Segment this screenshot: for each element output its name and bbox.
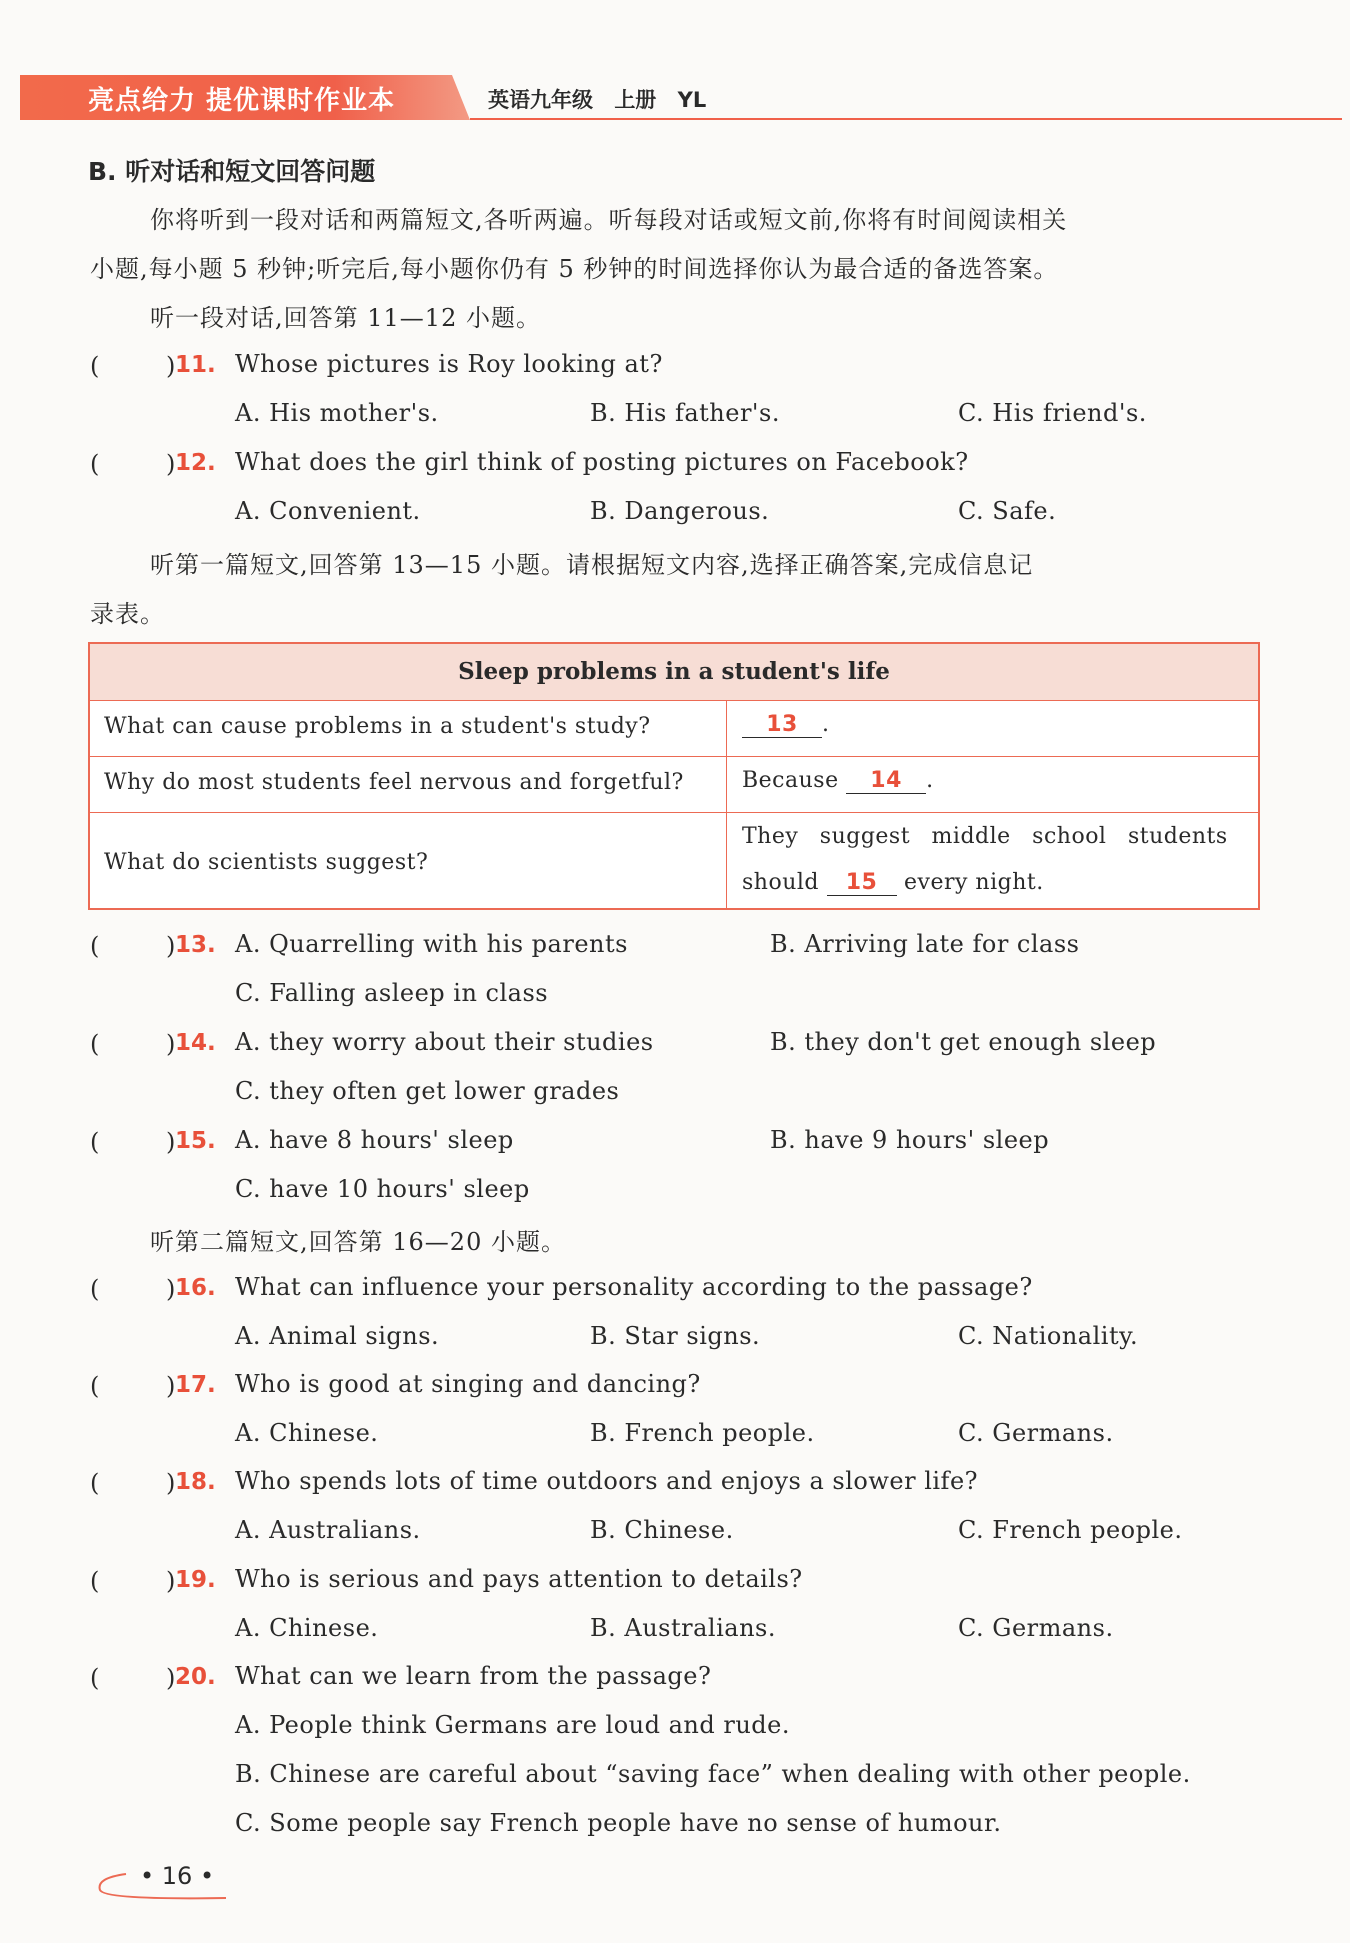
option-c: C. Safe. [958,497,1057,525]
table-title: Sleep problems in a student's life [90,644,1258,701]
passage1-intro-line-2: 录表。 [90,600,165,628]
option-a: A. People think Germans are loud and rude. [235,1711,790,1739]
answer-paren-close: ) [166,1275,176,1303]
answer-blank[interactable]: 14 [846,768,926,794]
question-number: 13. [175,932,216,958]
answer-prefix: Because [742,768,839,793]
table-question: Why do most students feel nervous and forgetful? [104,770,684,795]
option-b: B. they don't get enough sleep [770,1028,1157,1056]
answer-paren-close: ) [166,1030,176,1058]
book-title: 亮点给力 提优课时作业本 [88,86,396,116]
option-c: C. Nationality. [958,1322,1139,1350]
passage1-intro-line-1: 听第一篇短文,回答第 13—15 小题。请根据短文内容,选择正确答案,完成信息记 [150,551,1034,579]
question-number: 11. [175,352,216,378]
instructions-line-1: 你将听到一段对话和两篇短文,各听两遍。听每段对话或短文前,你将有时间阅读相关 [150,206,1068,234]
table-question: What do scientists suggest? [104,850,429,875]
answer-suffix: every night. [904,870,1044,895]
table-answer [742,768,934,794]
option-b: B. Star signs. [590,1322,761,1350]
table-column-divider [726,700,727,910]
answer-paren-open: ( [90,1469,100,1497]
answer-blank[interactable]: 15 [827,870,897,896]
answer-paren-open: ( [90,450,100,478]
question-number: 12. [175,450,216,476]
option-b: B. His father's. [590,399,780,427]
answer-suffix: . [822,712,830,737]
option-b: B. Chinese. [590,1516,734,1544]
table-answer-line-1: They suggest middle school students [742,824,1228,849]
answer-suffix: . [926,768,934,793]
answer-paren-close: ) [166,450,176,478]
header-rule [470,118,1342,120]
answer-paren-close: ) [166,1128,176,1156]
question-text: What can influence your personality according to the passage? [235,1273,1033,1301]
answer-prefix: should [742,870,819,895]
option-a: A. His mother's. [235,399,439,427]
option-c: C. have 10 hours' sleep [235,1175,530,1203]
table-row-divider [90,812,1258,813]
option-a: A. they worry about their studies [235,1028,654,1056]
option-a: A. have 8 hours' sleep [235,1126,514,1154]
answer-paren-close: ) [166,1372,176,1400]
option-a: A. Chinese. [235,1614,379,1642]
question-text: Who is serious and pays attention to details? [235,1565,803,1593]
answer-paren-open: ( [90,1567,100,1595]
table-answer [742,870,1044,896]
edition-label: YL [677,88,707,112]
question-number: 18. [175,1469,216,1495]
subject-label: 英语九年级 [488,88,593,112]
question-number: 20. [175,1664,216,1690]
answer-blank[interactable]: 13 [742,712,822,738]
answer-paren-close: ) [166,1664,176,1692]
answer-paren-close: ) [166,1469,176,1497]
option-b: B. Chinese are careful about “saving face” when dealing with other people. [235,1760,1191,1788]
question-text: Whose pictures is Roy looking at? [235,350,663,378]
answer-paren-open: ( [90,1030,100,1058]
table-question: What can cause problems in a student's study? [104,714,651,739]
answer-paren-close: ) [166,352,176,380]
answer-paren-open: ( [90,352,100,380]
option-a: A. Australians. [235,1516,421,1544]
table-row-divider [90,756,1258,757]
question-number: 17. [175,1372,216,1398]
option-a: A. Chinese. [235,1419,379,1447]
option-b: B. Arriving late for class [770,930,1080,958]
question-text: Who is good at singing and dancing? [235,1370,701,1398]
question-text: What can we learn from the passage? [235,1662,712,1690]
question-number: 16. [175,1275,216,1301]
answer-paren-open: ( [90,932,100,960]
option-b: B. have 9 hours' sleep [770,1126,1050,1154]
question-number: 19. [175,1567,216,1593]
option-b: B. Australians. [590,1614,776,1642]
answer-paren-close: ) [166,932,176,960]
option-c: C. Falling asleep in class [235,979,549,1007]
section-title: B. 听对话和短文回答问题 [88,157,376,186]
option-a: A. Quarrelling with his parents [235,930,628,958]
question-text: What does the girl think of posting pictures on Facebook? [235,448,969,476]
passage2-intro: 听第二篇短文,回答第 16—20 小题。 [150,1228,566,1256]
question-number: 14. [175,1030,216,1056]
option-a: A. Convenient. [235,497,421,525]
answer-paren-open: ( [90,1128,100,1156]
option-c: C. His friend's. [958,399,1147,427]
instructions-line-2: 小题,每小题 5 秒钟;听完后,每小题你仍有 5 秒钟的时间选择你认为最合适的备选答案。 [90,255,1059,283]
dialogue-intro: 听一段对话,回答第 11—12 小题。 [150,304,541,332]
book-subtitle [488,84,706,114]
info-table [88,642,1260,910]
question-text: Who spends lots of time outdoors and enjoys a slower life? [235,1467,979,1495]
answer-paren-open: ( [90,1275,100,1303]
option-c: C. Germans. [958,1614,1114,1642]
volume-label: 上册 [614,88,657,112]
page-number: • 16 • [140,1862,215,1890]
answer-paren-close: ) [166,1567,176,1595]
option-c: C. French people. [958,1516,1183,1544]
option-a: A. Animal signs. [235,1322,440,1350]
option-b: B. French people. [590,1419,815,1447]
option-c: C. Some people say French people have no sense of humour. [235,1809,1002,1837]
table-answer [742,712,830,738]
option-c: C. Germans. [958,1419,1114,1447]
answer-paren-open: ( [90,1664,100,1692]
option-c: C. they often get lower grades [235,1077,620,1105]
question-number: 15. [175,1128,216,1154]
option-b: B. Dangerous. [590,497,770,525]
answer-paren-open: ( [90,1372,100,1400]
